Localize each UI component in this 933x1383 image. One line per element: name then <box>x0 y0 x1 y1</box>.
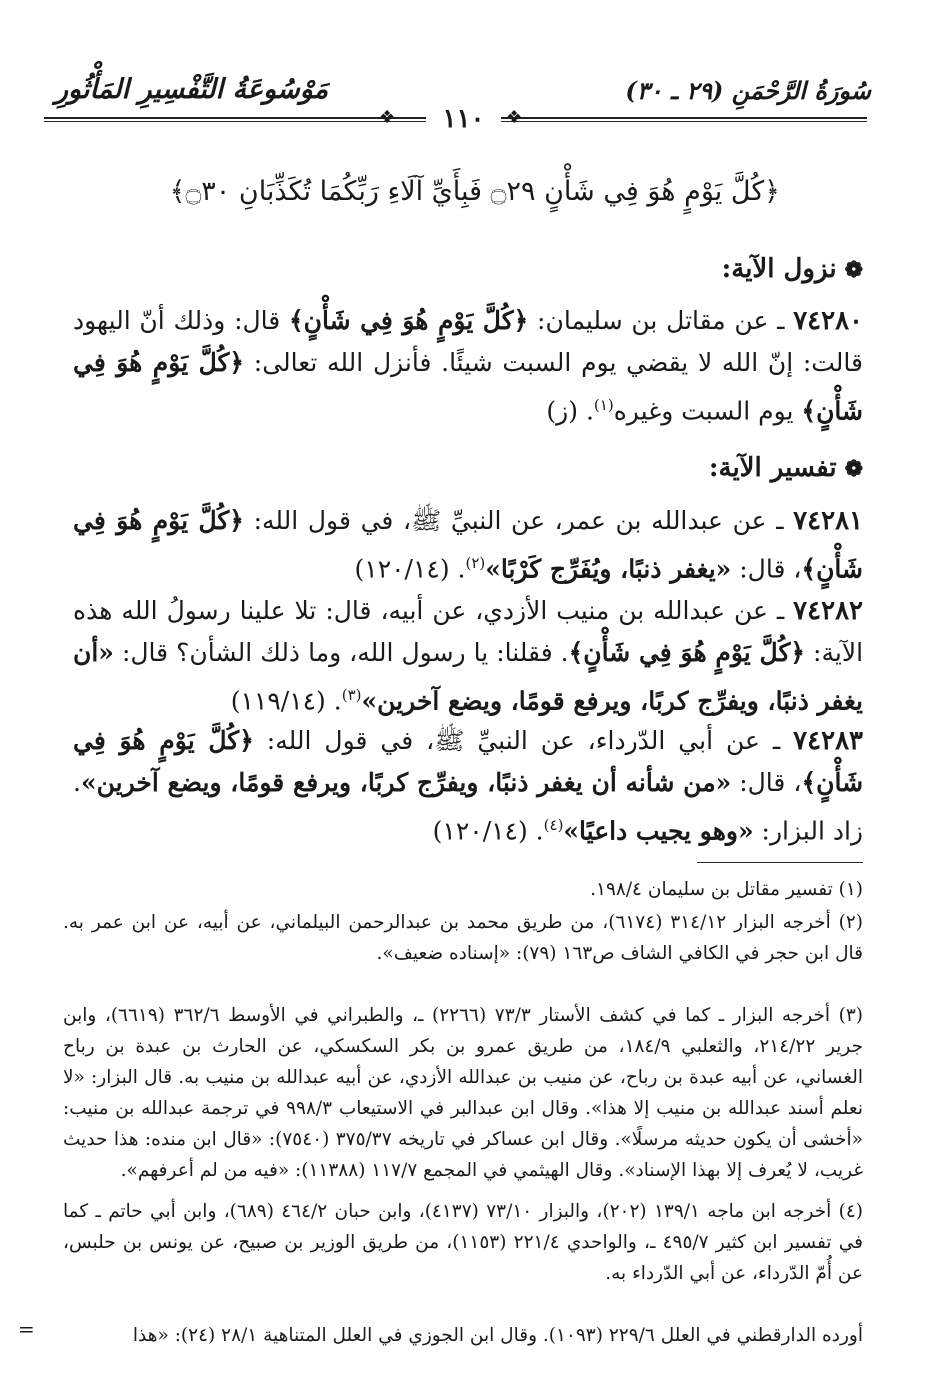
quran-quote: ﴿كُلَّ يَوْمٍ هُوَ فِي شَأْنٍ﴾ <box>568 638 806 667</box>
narration-number: ٧٤٢٨٢ <box>793 596 863 626</box>
narration-number: ٧٤٢٨٠ <box>793 306 864 336</box>
footnote-ref: (٢) <box>465 554 486 572</box>
ornament-icon: ❖ <box>379 107 396 128</box>
quran-quote: ﴿كُلَّ يَوْمٍ هُوَ فِي شَأْنٍ﴾ <box>73 348 863 426</box>
footnote-4: (٤) أخرجه ابن ماجه ١٣٩/١ (٢٠٢)، والبزار ٧٣/١٠ (٤١٣٧)، وابن حبان ٤٦٤/٢ (٦٨٩)، وابن أبي حاتم ـ كما في تفسير ابن كثير ٤٩٥/٧ ـ، والواحدي ٢٢١/٤ (١١٥٣)، من طريق الوزير بن صبيح، عن يونس بن حلبس، عن أُمّ الدّرداء، عن أبي الدّرداء به. <box>63 1201 864 1284</box>
narration-text: . فقلنا: يا رسول الله، وما ذلك الشأن؟ قال: <box>113 638 569 667</box>
footnote-continuation: أورده الدارقطني في العلل ٢٢٩/٦ (١٠٩٣). وقال ابن الجوزي في العلل المتناهية ٢٨/١ (٢٤): «هذا <box>132 1325 863 1346</box>
narration-text: ـ عن عبدالله بن منيب الأزدي، عن أبيه، قال: تلا علينا رسولُ الله هذه الآية: <box>73 596 864 667</box>
narration-tail: . (١١٩/١٤) <box>230 686 342 716</box>
footnote-1: (١) تفسير مقاتل بن سليمان ١٩٨/٤. <box>590 879 863 900</box>
narration-text: ـ عن مقاتل بن سليمان: <box>528 306 794 335</box>
page-number-line-right <box>472 118 867 119</box>
quran-quote: ﴿كُلَّ يَوْمٍ هُوَ فِي شَأْنٍ﴾ <box>289 306 529 335</box>
narration-74280 <box>73 300 863 432</box>
flower-icon: ❁ <box>844 257 863 283</box>
hadith-quote: «أن يغفر ذنبًا، ويفرِّج كربًا، ويرفع قومًا، ويضع آخرين» <box>73 638 863 716</box>
ornament-icon: ❖ <box>506 107 523 128</box>
page-number: ١١٠ <box>426 104 501 134</box>
narration-text: ـ عن عبدالله بن عمر، عن النبيِّ ﷺ، في قول الله: <box>243 506 794 535</box>
narration-tail: . (١٢٠/١٤) <box>432 816 544 846</box>
hadith-quote: «يغفر ذنبًا، ويُفَرِّج كَرْبًا» <box>485 554 732 584</box>
footnote-ref: (٣) <box>341 686 362 704</box>
footnote-ref: (١) <box>593 396 614 414</box>
narration-text: ، قال: <box>731 768 802 797</box>
hadith-quote: «وهو يجيب داعيًا» <box>563 816 754 846</box>
hadith-quote: «من شأنه أن يغفر ذنبًا، ويفرِّج كربًا، ويرفع قومًا، ويضع آخرين» <box>80 768 732 797</box>
quran-verse: ﴿كُلَّ يَوْمٍ هُوَ فِي شَأْنٍ ۝٢٩ فَبِأَيِّ آلَاءِ رَبِّكُمَا تُكَذِّبَانِ ۝٣٠﴾ <box>169 176 780 207</box>
narration-tail: . (١٢٠/١٤) <box>354 554 466 584</box>
quran-quote: ﴿كُلَّ يَوْمٍ هُوَ فِي شَأْنٍ﴾ <box>73 726 864 797</box>
narration-74283 <box>73 720 863 852</box>
section-heading-revelation <box>722 254 863 284</box>
section-title: تفسير الآية: <box>708 453 837 483</box>
surah-header: سُورَةُ الرَّحْمَنِ (٢٩ ـ ٣٠) <box>625 76 871 105</box>
quran-quote: ﴿كُلَّ يَوْمٍ هُوَ فِي شَأْنٍ﴾ <box>73 506 863 584</box>
narration-text: قال: وذلك أنّ اليهود قالت: إنّ الله لا يقضي يوم السبت شيئًا. فأنزل الله تعالى: <box>73 306 863 377</box>
page-number-line-left <box>44 118 364 119</box>
narration-text: ، قال: <box>731 554 802 584</box>
narration-74281 <box>73 500 863 590</box>
narration-text: . زاد البزار: <box>73 768 863 846</box>
narration-number: ٧٤٢٨١ <box>793 506 863 536</box>
narration-number: ٧٤٢٨٣ <box>793 726 863 756</box>
footnote-2: (٢) أخرجه البزار ٣١٤/١٢ (٦١٧٤)، من طريق محمد بن عبدالرحمن البيلماني، عن أبيه، عن ابن عمر به. قال ابن حجر في الكافي الشاف ص١٦٣ (٧٩): «إسناده ضعيف». <box>63 912 864 964</box>
narration-74282 <box>73 590 863 722</box>
footnote-3: (٣) أخرجه البزار ـ كما في كشف الأستار ٧٣/٣ (٢٢٦٦) ـ، والطبراني في الأوسط ٣٦٢/٦ (٦٦١٩)، وابن جرير ٢١٤/٢٢، والثعلبي ١٨٤/٩، من طريق عمرو بن بكر السكسكي، عن الحارث بن عبدة بن رباح الغساني، عن أبيه عبدة بن رباح، عن منيب بن عبدالله الأزدي، عن أبيه عبدالله بن منيب به. قال البزار: «لا نعلم أسند عبدالله بن منيب إلا هذا». وقال ابن عبدالبر في الاستيعاب ٩٩٨/٣ في ترجمة عبدالله بن منيب: «أخشى أن يكون حديثه مرسلًا». وقال ابن عساكر في تاريخه ٣٧٥/٣٧ (٧٥٤٠): «قال ابن منده: هذا حديث غريب، لا يُعرف إلا بهذا الإسناد». وقال الهيثمي في المجمع ١١٧/٧ (١١٣٨٨): «فيه من لم أعرفهم». <box>63 1005 864 1181</box>
footnote-ref: (٤) <box>543 816 564 834</box>
continuation-mark: = <box>18 1317 35 1341</box>
section-title: نزول الآية: <box>721 254 837 284</box>
footnote-separator <box>697 862 863 863</box>
narration-text: ـ عن أبي الدّرداء، عن النبيِّ ﷺ، في قول الله: <box>253 726 794 755</box>
section-heading-tafsir <box>709 453 863 483</box>
book-title-header: مَوْسُوعَةُ التَّفْسِيرِ المَأْثُورِ <box>55 74 329 105</box>
narration-text: يوم السبت وغيره <box>613 396 802 426</box>
narration-tail: . (ز) <box>546 396 594 426</box>
flower-icon: ❁ <box>844 456 863 482</box>
page-number-bar <box>44 104 867 134</box>
